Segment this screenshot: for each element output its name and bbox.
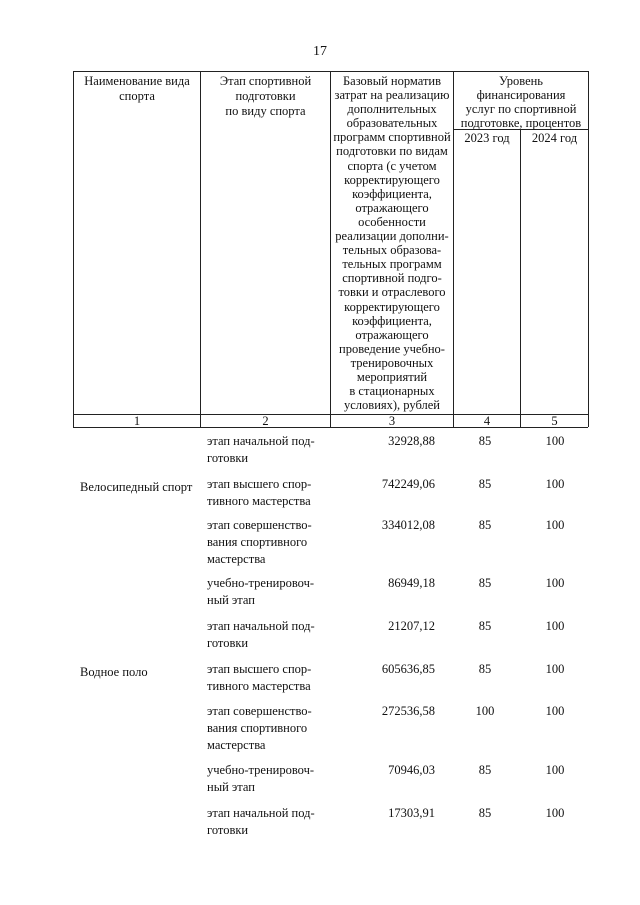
level-2024-cell: 100 bbox=[545, 806, 565, 820]
header-year-2024: 2024 год bbox=[531, 131, 578, 145]
stage-cell: учебно-тренировоч- ный этап bbox=[207, 576, 315, 607]
norm-cell: 32928,88 bbox=[388, 434, 435, 448]
level-2023-cell: 85 bbox=[478, 477, 492, 491]
stage-cell: этап высшего спор- тивного мастерства bbox=[207, 662, 312, 693]
level-2024-cell: 100 bbox=[545, 518, 565, 532]
stage-cell: учебно-тренировоч- ный этап bbox=[207, 763, 315, 794]
level-2024-cell: 100 bbox=[545, 662, 565, 676]
level-2023-cell: 85 bbox=[478, 576, 492, 590]
norm-cell: 21207,12 bbox=[388, 619, 435, 633]
level-2024-cell: 100 bbox=[545, 704, 565, 718]
level-2024-cell: 100 bbox=[545, 763, 565, 777]
level-2024-cell: 100 bbox=[545, 619, 565, 633]
column-number-5: 5 bbox=[551, 414, 558, 428]
sport-label-water-polo: Водное поло bbox=[80, 665, 148, 679]
norm-cell: 70946,03 bbox=[388, 763, 435, 777]
norm-cell: 272536,58 bbox=[381, 704, 435, 718]
stage-cell: этап начальной под- готовки bbox=[207, 806, 315, 837]
table-right-border bbox=[588, 71, 589, 427]
norm-cell: 86949,18 bbox=[388, 576, 435, 590]
column-number-2: 2 bbox=[262, 414, 269, 428]
level-2024-cell: 100 bbox=[545, 576, 565, 590]
level-2023-cell: 85 bbox=[478, 806, 492, 820]
header-financing-level: Уровень финансирования услуг по спортивной подготовке, процентов bbox=[460, 74, 582, 130]
level-2023-cell: 85 bbox=[478, 434, 492, 448]
stage-cell: этап совершенство- вания спортивного мастерства bbox=[207, 704, 312, 752]
level-2023-cell: 100 bbox=[475, 704, 495, 718]
header-norm: Базовый норматив затрат на реализацию дополнительных образовательных программ спортивной подготовки по видам спорта (с учетом корректирующего коэффициента, отражающего особенности реализации дополни- тельных образова- тельных программ спортивной подго- товки и отраслевого корректирующего коэффициента, отражающего проведение учебно- тренировочных мероприятий в стационарных условиях), рублей bbox=[333, 74, 451, 413]
sport-label-cycling: Велосипедный спорт bbox=[80, 480, 193, 494]
level-2023-cell: 85 bbox=[478, 662, 492, 676]
norm-cell: 605636,85 bbox=[381, 662, 435, 676]
stage-cell: этап начальной под- готовки bbox=[207, 619, 315, 650]
table-left-border bbox=[73, 71, 74, 427]
column-number-3: 3 bbox=[388, 414, 396, 428]
column-number-4: 4 bbox=[483, 414, 491, 428]
col-divider-1 bbox=[200, 71, 201, 427]
header-stage: Этап спортивной подготовки по виду спорта bbox=[219, 74, 312, 118]
norm-cell: 742249,06 bbox=[381, 477, 435, 491]
norm-cell: 17303,91 bbox=[388, 806, 435, 820]
page-number: 17 bbox=[313, 44, 327, 59]
level-2024-cell: 100 bbox=[545, 477, 565, 491]
level-2023-cell: 85 bbox=[478, 518, 492, 532]
stage-cell: этап высшего спор- тивного мастерства bbox=[207, 477, 312, 508]
stage-cell: этап начальной под- готовки bbox=[207, 434, 315, 465]
col-divider-4 bbox=[520, 129, 521, 427]
level-2023-cell: 85 bbox=[478, 619, 492, 633]
header-year-2023: 2023 год bbox=[464, 131, 510, 145]
norm-cell: 334012,08 bbox=[381, 518, 435, 532]
stage-cell: этап совершенство- вания спортивного мастерства bbox=[207, 518, 312, 566]
level-2023-cell: 85 bbox=[478, 763, 492, 777]
column-number-1: 1 bbox=[133, 414, 141, 428]
level-2024-cell: 100 bbox=[545, 434, 565, 448]
header-sport-name: Наименование вида спорта bbox=[84, 74, 190, 103]
